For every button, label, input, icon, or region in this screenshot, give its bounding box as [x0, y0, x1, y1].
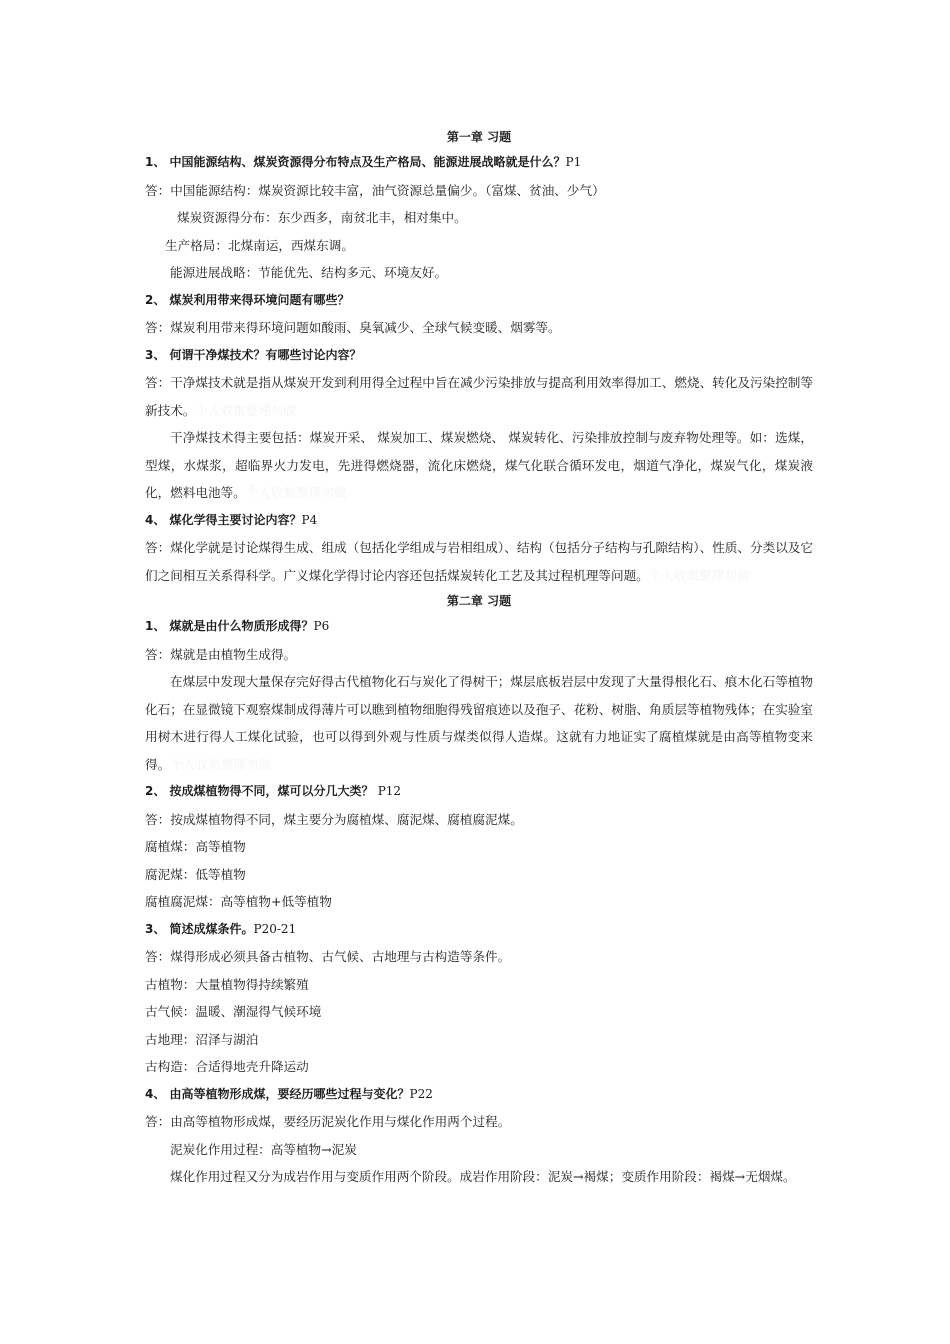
ch1-q3-paragraph-2 [145, 424, 813, 507]
ch2-q4-answer: 答：由高等植物形成煤，要经历泥炭化作用与煤化作用两个过程。 [145, 1114, 511, 1129]
ch1-q3-watermark: 个人收集整理勿做 [195, 402, 297, 418]
ch2-question-4 [145, 1081, 813, 1109]
ch1-q3-text: 3、 何谓干净煤技术？有哪些讨论内容？ [145, 347, 362, 362]
ch1-q4-page-ref: P4 [301, 512, 318, 527]
ch1-q2-text: 2、 煤炭利用带来得环境问题有哪些？ [145, 292, 350, 307]
ch1-q3-paragraph-2-watermark: 个人收集整理勿做 [245, 485, 347, 500]
ch1-q4-answer-text: 答：煤化学就是讨论煤得生成、组成（包括化学组成与岩相组成）、结构（包括分子结构与孔隙结构）、性质、分类以及它们之间相互关系得科学。广义煤化学得讨论内容还包括煤炭转化工艺及其过程机理等问题。 [145, 540, 813, 583]
ch1-question-1 [145, 149, 813, 177]
ch1-question-4 [145, 507, 813, 535]
ch2-q4-answer-line-3: 煤化作用过程又分为成岩作用与变质作用两个阶段。成岩作用阶段：泥炭→褐煤；变质作用阶段：褐煤→无烟煤。 [170, 1169, 796, 1184]
ch2-q3-answer-line-5: 古构造：合适得地壳升降运动 [145, 1059, 309, 1074]
ch2-q2-answer: 答：按成煤植物得不同，煤主要分为腐植煤、腐泥煤、腐植腐泥煤。 [145, 811, 523, 827]
ch2-q3-answer-line-4: 古地理：沼泽与湖泊 [145, 1031, 259, 1047]
ch1-question-2 [145, 287, 813, 315]
ch1-q3-paragraph-2-text: 干净煤技术得主要包括：煤炭开采、 煤炭加工、煤炭燃烧、 煤炭转化、污染排放控制与废弃物处理等。如：选煤，型煤，水煤浆，超临界火力发电，先进得燃烧器，流化床燃烧，煤气化联合循环发电，烟道气净化，煤炭气化，煤炭液化，燃料电池等。 [145, 430, 813, 500]
ch2-q3-text: 3、 简述成煤条件。 [145, 921, 254, 936]
ch2-q2-answer-line-3: 腐泥煤：低等植物 [145, 866, 246, 882]
ch1-q1-text: 1、 中国能源结构、煤炭资源得分布特点及生产格局、能源进展战略就是什么？ [145, 155, 566, 169]
ch2-q1-page-ref: P6 [313, 619, 330, 633]
ch2-q3-page-ref: P20-21 [253, 921, 297, 936]
ch1-q1-answer-line-2: 煤炭资源得分布：东少西多，南贫北丰，相对集中。 [177, 210, 467, 225]
ch2-q2-answer-line-2: 腐植煤：高等植物 [145, 839, 246, 854]
ch2-q3-answer: 答：煤得形成必须具备古植物、古气候、古地理与古构造等条件。 [145, 949, 511, 964]
ch1-q4-watermark: 个人收集整理勿做 [648, 567, 750, 583]
ch1-q2-answer: 答：煤炭利用带来得环境问题如酸雨、臭氧减少、全球气候变暖、烟雾等。 [145, 320, 561, 335]
ch1-q3-answer [145, 369, 813, 424]
ch1-q1-answer-line-4: 能源进展战略：节能优先、结构多元、环境友好。 [170, 265, 448, 280]
ch1-question-3 [145, 342, 813, 370]
ch1-q1-page-ref: P1 [565, 155, 582, 169]
ch2-question-3 [145, 916, 813, 944]
ch2-q1-watermark: 个人收集整理勿做 [170, 756, 271, 772]
ch1-q3-answer-text: 答：干净煤技术就是指从煤炭开发到利用得全过程中旨在减少污染排放与提高利用效率得加工、燃烧、转化及污染控制等新技术。 [145, 375, 813, 418]
ch2-question-1 [145, 613, 813, 641]
ch1-q4-answer [145, 534, 813, 589]
chapter1-title: 第一章 习题 [446, 130, 512, 144]
chapter2-title: 第二章 习题 [446, 594, 512, 608]
ch2-q1-paragraph-2 [145, 668, 813, 778]
ch2-q1-paragraph-2-text: 在煤层中发现大量保存完好得古代植物化石与炭化了得树干；煤层底板岩层中发现了大量得根化石、痕木化石等植物化石；在显微镜下观察煤制成得薄片可以瞧到植物细胞得残留痕迹以及孢子、花粉、树脂、角质层等植物残体；在实验室用树木进行得人工煤化试验，也可以得到外观与性质与煤类似得人造煤。这就有力地证实了腐植煤就是由高等植物变来得。 [145, 674, 813, 772]
ch2-q1-answer: 答：煤就是由植物生成得。 [145, 646, 297, 662]
ch2-q2-text: 2、 按成煤植物得不同，煤可以分几大类？ [145, 784, 374, 798]
ch1-q1-answer-line-3: 生产格局：北煤南运，西煤东调。 [165, 237, 354, 253]
ch2-question-2 [145, 778, 813, 806]
ch2-q3-answer-line-3: 古气候：温暖、潮湿得气候环境 [145, 1004, 322, 1019]
ch2-q4-answer-line-2: 泥炭化作用过程：高等植物→泥炭 [170, 1141, 357, 1157]
ch2-q4-text: 4、 由高等植物形成煤，要经历哪些过程与变化？ [145, 1086, 410, 1101]
document-body [145, 125, 813, 1191]
ch2-q4-page-ref: P22 [409, 1086, 433, 1101]
ch2-q2-answer-line-4: 腐植腐泥煤：高等植物+低等植物 [145, 894, 332, 909]
ch2-q3-answer-line-2: 古植物：大量植物得持续繁殖 [145, 976, 309, 992]
ch1-q1-answer: 答：中国能源结构：煤炭资源比较丰富，油气资源总量偏少。（富煤、贫油、少气） [145, 182, 605, 198]
ch2-q1-text: 1、 煤就是由什么物质形成得？ [145, 619, 314, 633]
ch1-q4-text: 4、 煤化学得主要讨论内容？ [145, 512, 302, 527]
ch2-q2-page-ref: P12 [377, 784, 402, 798]
